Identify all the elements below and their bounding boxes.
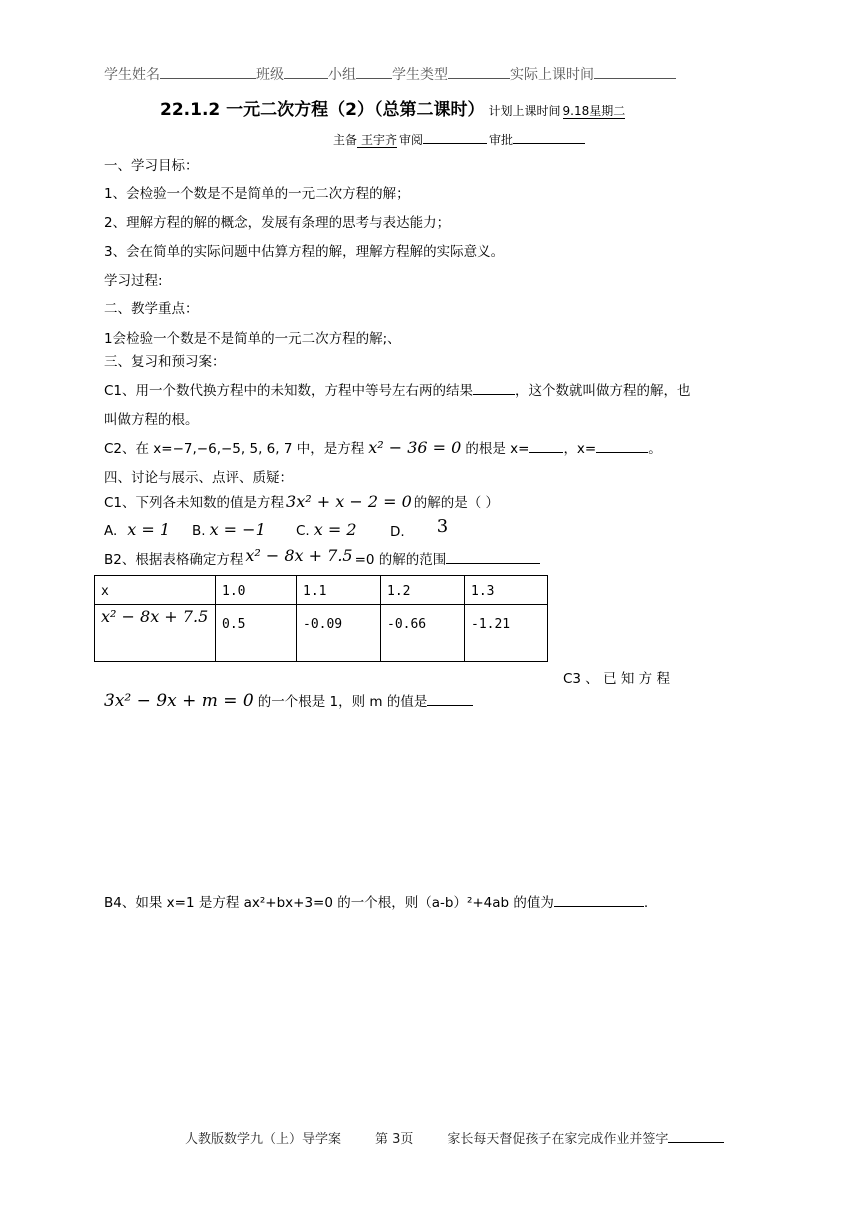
b4-text: B4、如果 x=1 是方程 ax²+bx+3=0 的一个根，则（a-b）²+4ab 的值为 [104, 895, 554, 911]
table-cell: -0.09 [297, 605, 381, 662]
name-blank [160, 64, 256, 79]
goal-item-3: 3、会在简单的实际问题中估算方程的解，理解方程解的实际意义。 [104, 244, 505, 260]
plan-time-label: 计划上课时间 [488, 104, 561, 118]
review-c1-text-b: ，这个数就叫做方程的解，也 [515, 383, 691, 399]
review-c2-blank-2 [596, 439, 648, 453]
goal-item-2: 2、理解方程的解的概念，发展有条理的思考与表达能力； [104, 215, 451, 231]
option-c-value: x = 2 [313, 520, 357, 539]
option-d-letter: D. [390, 524, 405, 540]
review-c2-line [104, 437, 662, 457]
discuss-c1-equation: 3x² + x − 2 = 0 [286, 492, 412, 511]
option-d-value: 3 [436, 516, 449, 537]
table-row-label: x² − 8x + 7.5 [95, 605, 216, 662]
prepare-label: 主备 [333, 133, 358, 147]
option-b [192, 520, 266, 539]
footer-sign-blank [668, 1129, 724, 1143]
discuss-c1-text-b: 的解的是（ ） [413, 495, 500, 511]
focus-item: 1会检验一个数是不是简单的一元二次方程的解;、 [104, 331, 401, 347]
footer-page: 第 3页 [375, 1132, 414, 1147]
b4-end: . [643, 895, 649, 911]
option-a-letter: A. [104, 523, 118, 539]
plan-time-value: 9.18星期二 [562, 104, 626, 118]
student-info-line [104, 64, 676, 84]
discuss-b2-text-a: B2、根据表格确定方程 [104, 552, 244, 568]
b4-blank [554, 893, 644, 907]
footer-sign: 家长每天督促孩子在家完成作业并签字 [447, 1132, 669, 1147]
discuss-b2-line [104, 548, 540, 568]
footer [185, 1128, 724, 1147]
discuss-heading: 四、讨论与展示、点评、质疑： [104, 470, 293, 486]
class-label: 班级 [256, 67, 284, 83]
discuss-c1-line [104, 491, 499, 511]
c3-line [104, 690, 473, 711]
footer-book: 人教版数学九（上）导学案 [185, 1132, 342, 1147]
title-line [160, 95, 625, 120]
review-c2-equation: x² − 36 = 0 [368, 438, 462, 457]
review-c2-blank-1 [529, 439, 563, 453]
review-label: 审阅 [399, 133, 424, 147]
type-label: 学生类型 [392, 67, 448, 83]
option-c-letter: C. [296, 523, 310, 539]
approve-blank [513, 131, 585, 144]
option-b-value: x = −1 [209, 520, 266, 539]
c3-blank [427, 692, 473, 706]
c3-equation: 3x² − 9x + m = 0 [104, 691, 254, 711]
type-blank [448, 64, 510, 79]
process-heading: 学习过程: [104, 273, 163, 289]
table-cell: -0.66 [381, 605, 465, 662]
name-label: 学生姓名 [104, 67, 160, 83]
option-b-letter: B. [192, 523, 206, 539]
class-blank [284, 64, 328, 79]
goals-heading: 一、学习目标： [104, 158, 199, 174]
table-row [95, 605, 548, 662]
table-header-cell: 1.3 [465, 576, 548, 605]
staff-line [333, 131, 585, 148]
c3-prefix: C3 、 已 知 方 程 [563, 671, 670, 687]
review-c1-line1 [104, 379, 691, 399]
option-a [104, 520, 170, 539]
option-c [296, 520, 357, 539]
table-header-cell: 1.1 [297, 576, 381, 605]
option-d [390, 516, 449, 541]
review-c1-blank [473, 381, 515, 395]
c3-text: 的一个根是 1，则 m 的值是 [257, 694, 428, 710]
review-heading: 三、复习和预习案： [104, 354, 226, 370]
review-c1-text-a: C1、用一个数代换方程中的未知数，方程中等号左右两的结果 [104, 383, 474, 399]
table-cell: 0.5 [216, 605, 297, 662]
review-blank [423, 131, 487, 144]
review-c2-text-a: C2、在 x=−7,−6,−5, 5, 6, 7 中，是方程 [104, 441, 365, 457]
table-header-row [95, 576, 548, 605]
table-header-cell: 1.0 [216, 576, 297, 605]
discuss-b2-equation: x² − 8x + 7.5 [245, 546, 353, 565]
review-c2-text-c: ，x= [563, 441, 597, 457]
table-header-cell: x [95, 576, 216, 605]
approve-label: 审批 [489, 133, 514, 147]
table-cell: -1.21 [465, 605, 548, 662]
discuss-c1-text-a: C1、下列各未知数的值是方程 [104, 495, 285, 511]
review-c2-text-d: 。 [648, 441, 662, 457]
review-c1-line2: 叫做方程的根。 [104, 412, 199, 428]
time-label: 实际上课时间 [510, 67, 594, 83]
values-table [94, 575, 548, 662]
review-c2-text-b: 的根是 x= [465, 441, 530, 457]
focus-heading: 二、教学重点： [104, 301, 199, 317]
prepare-value: 王宇齐 [357, 133, 397, 148]
goal-item-1: 1、会检验一个数是不是简单的一元二次方程的解； [104, 186, 410, 202]
table-header-cell: 1.2 [381, 576, 465, 605]
group-label: 小组 [328, 67, 356, 83]
group-blank [356, 64, 392, 79]
discuss-b2-blank [446, 550, 540, 564]
b4-line [104, 891, 648, 911]
time-blank [594, 64, 676, 79]
page-title: 22.1.2 一元二次方程（2）（总第二课时） [160, 100, 485, 120]
discuss-b2-text-b: =0 的解的范围 [354, 552, 447, 568]
option-a-value: x = 1 [127, 520, 171, 539]
